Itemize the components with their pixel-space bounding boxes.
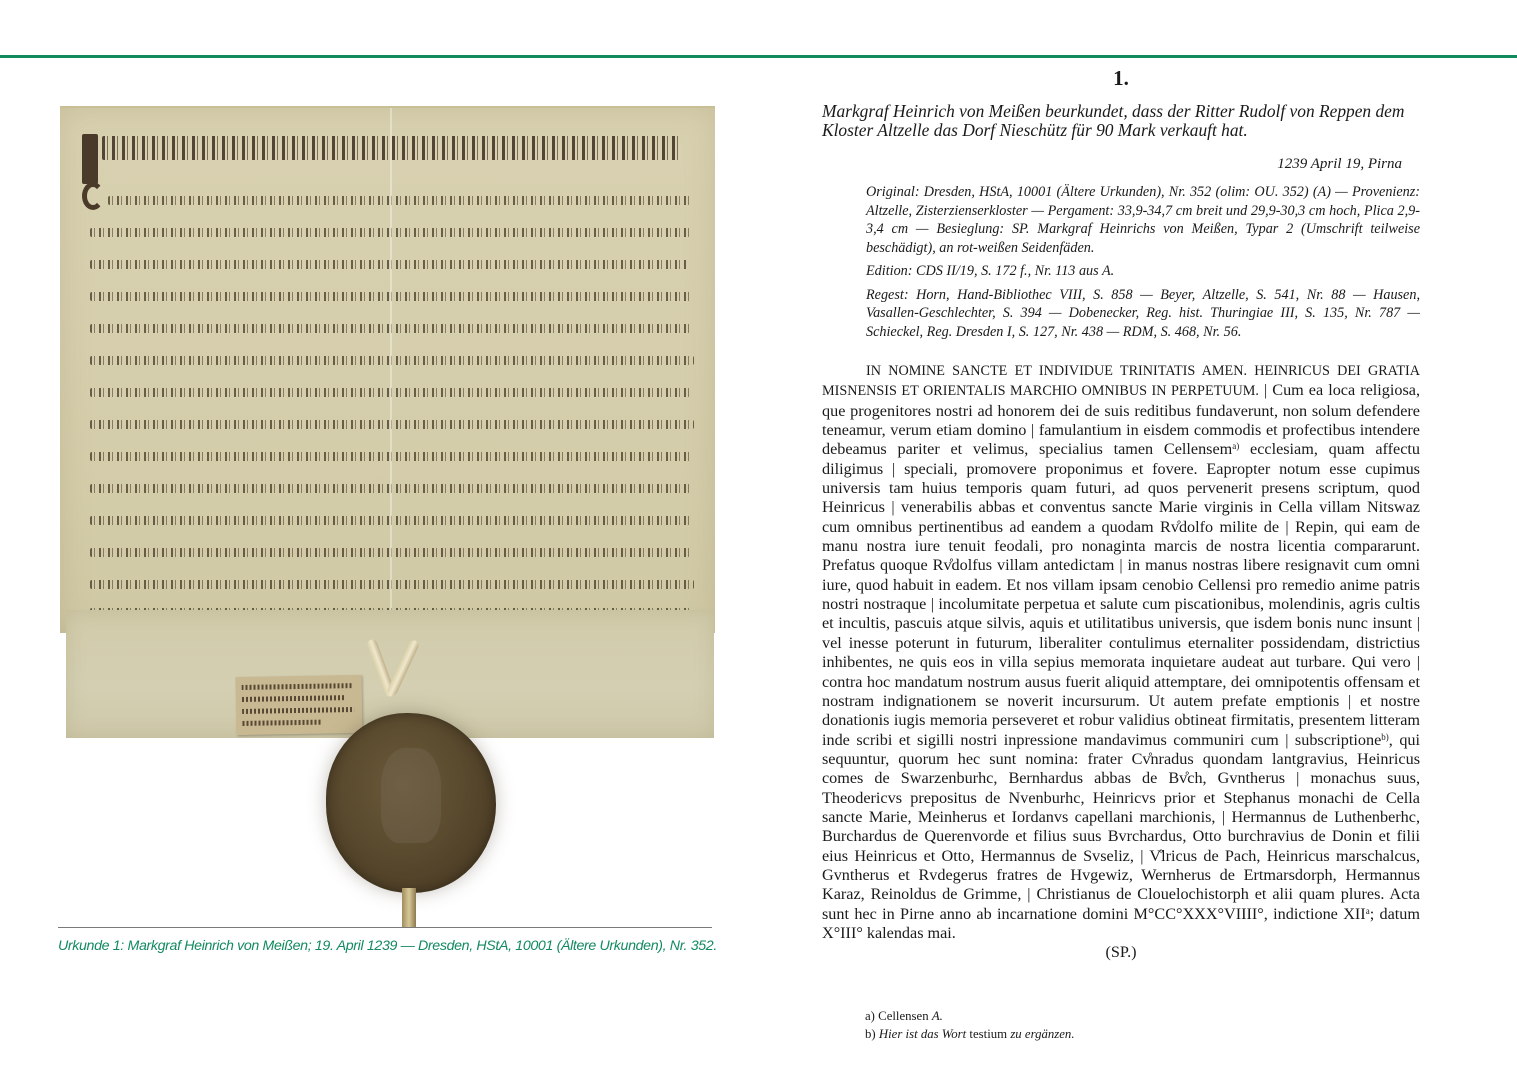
edition-column: [822, 66, 1420, 963]
archive-label-slip: [236, 675, 363, 735]
apparatus-original: Original: Dresden, HStA, 10001 (Ältere Urkunden), Nr. 352 (olim: OU. 352) (A) — Provenienz: Altzelle, Zisterzienserkloster — Pergament: 33,9-34,7 cm breit und 29,9-30,3 cm hoch, Plica 2,9-3,4 cm — Besieglung: SP. Markgraf Heinrichs von Meißen, Typar 2 (Umschrift teilweise beschädigt), an rot-weißen Seidenfäden.: [866, 184, 1420, 256]
initial-c: [82, 182, 104, 210]
header-rule: [0, 55, 1517, 58]
footnotes: [865, 1008, 1075, 1043]
silk-cords: [368, 638, 420, 718]
seal-mark: (SP.): [1105, 943, 1137, 962]
seal-string: [402, 888, 416, 928]
footnote-marker: a): [865, 1009, 875, 1023]
charter-text: [822, 361, 1420, 963]
script-line: [90, 356, 694, 365]
script-line: [90, 580, 694, 589]
caption-rule: [58, 927, 712, 928]
footnote-ref-a[interactable]: a): [1232, 441, 1240, 452]
parchment-sheet: [60, 106, 715, 633]
footnote-note: zu ergänzen.: [1010, 1026, 1075, 1041]
footnote-b: [865, 1026, 1075, 1044]
charter-paragraph: [822, 361, 1420, 943]
illuminated-initial: [82, 134, 98, 184]
apparatus-regest: Regest: Horn, Hand-Bibliothec VIII, S. 858 — Beyer, Altzelle, S. 541, Nr. 88 — Hausen, Vasallen-Geschlechter, S. 394 — Dobenecker, Reg. hist. Thuringiae III, S. 135, Nr. 787 — Schieckel, Reg. Dresden I, S. 127, Nr. 438 — RDM, S. 468, Nr. 56.: [866, 286, 1420, 340]
figure-caption: Urkunde 1: Markgraf Heinrich von Meißen; 19. April 1239 — Dresden, HStA, 10001 (Ältere Urkunden), Nr. 352.: [58, 938, 717, 954]
charter-facsimile: [50, 98, 740, 928]
footnote-ref-b[interactable]: b): [1381, 731, 1389, 742]
footnote-text: Cellensen: [878, 1009, 929, 1023]
text-part-4: ; datum X°III° kalendas mai.: [822, 904, 1420, 942]
script-line: [108, 196, 690, 205]
script-heading-line: [102, 136, 682, 160]
script-line: [90, 420, 694, 429]
wax-seal: [326, 713, 496, 893]
apparatus-edition: Edition: CDS II/19, S. 172 f., Nr. 113 aus A.: [866, 263, 1115, 279]
script-line: [90, 260, 688, 269]
text-part-3: , qui sequuntur, quorum hec sunt nomina: frater Cv̊nradus quondam lantgravius, Heinricus comes de Swarzenburhc, Bernhardus abbas de Bv̊ch, Gvntherus | monachus suus, Theodericvs prepositus de Nvenburhc, Heinricvs prior et Stephanus monachi de Cella sancte Marie, Meinherus et Iordanvs capellani marchionis, | Hermannus de Luthenberhc, Burchardus de Querenvorde et filius suus Bvrchardus, Otto burchravius de Donin et filii eius Heinricus et Otto, Hermannus de Svseliz, | V̊lricus de Pach, Heinricus marschalcus, Gvntherus et Rvdegerus fratres de Hvgewiz, Wernherus de Ertmarsdorph, Hermannus Karaz, Reinoldus de Grimme, | Christianus de Clouelochistorph et alii quam plures. Acta sunt hec in Pirne anno ab incarnatione domini M°CC°XXX°VIIII°, indictione XII: [822, 730, 1421, 923]
document-number: 1.: [1113, 66, 1129, 90]
footnote-a: [865, 1008, 1075, 1026]
footnote-siglum: A.: [931, 1009, 943, 1023]
text-part-1: | Cum ea loca religiosa, que progenitores nostri ad honorem dei de suis reditibus fundaverunt, non solum defendere teneamur, verum etiam domino | famulantium in eisdem commodis et profectibus intendere debeamus pariter et velimus, specialius tamen Cellensem: [822, 381, 1420, 459]
text-part-2: ecclesiam, quam affectu diligimus | speciali, promovere proponimus et fovere. Eapropter notum esse cupimus universis tam huius temporis quam futuri, ad quos pervenerit presens scriptum, quod Heinricus | venerabilis abbas et conventus sancte Marie virginis in Cella villam Nitswaz cum omnibus pertinentibus ad eandem a quodam Rv̊dolfo milite de | Repin, qui eam de manu nostra iure tenuit feodali, pro nonaginta marcis de nostra licentia compararunt. Prefatus quoque Rv̊dolfus villam antedictam | in manus nostras libere resignavit cum omni iure, quod habuit in eadem. Et nos villam ipsam cenobio Cellensi pro remedio anime patris nostri nostraque | incolumitate perpetua et salute cum piscationibus, molendinis, agris cultis et incultis, pascuis atque silvis, aquis et utilitatibus universis, que isdem bonis nunc insunt | vel inesse poterunt in futurum, liberaliter contulimus eternaliter possidendam, districtius inhibentes, ne quis eos in villa sepius memorata inquietare audeat aut turbare. Qui vero | contra hoc mandatum nostrum ausus fuerit aliquid attemptare, dei omnipotentis offensam et nostram indignationem se noverit incursurum. Ut autem prefate emptionis | et nostre donationis iugis memoria perseveret et robur validius obtineat firmitatis, presentem litteram inde scribi et sigilli nostri inpressione mandavimus communiri cum | subscriptione: [822, 440, 1420, 749]
invocatio: IN NOMINE SANCTE ET INDIVIDUE TRINITATIS AMEN. HEINRICUS DEI GRATIA MISNENSIS ET ORIENTALIS MARCHIO OMNIBUS IN PERPETUUM.: [822, 363, 1420, 400]
fold-line: [390, 108, 392, 633]
footnote-marker: b): [865, 1026, 876, 1041]
equestrian-figure-icon: [381, 748, 441, 843]
date-place: 1239 April 19, Pirna: [1277, 156, 1402, 172]
footnote-term: testium: [969, 1026, 1008, 1041]
indictio-superscript: a: [1365, 905, 1370, 916]
critical-apparatus: [866, 183, 1420, 341]
footnote-note: Hier ist das Wort: [878, 1026, 967, 1041]
regest-summary: Markgraf Heinrich von Meißen beurkundet, dass der Ritter Rudolf von Reppen dem Kloster Altzelle das Dorf Nieschütz für 90 Mark verkauft hat.: [822, 101, 1405, 140]
